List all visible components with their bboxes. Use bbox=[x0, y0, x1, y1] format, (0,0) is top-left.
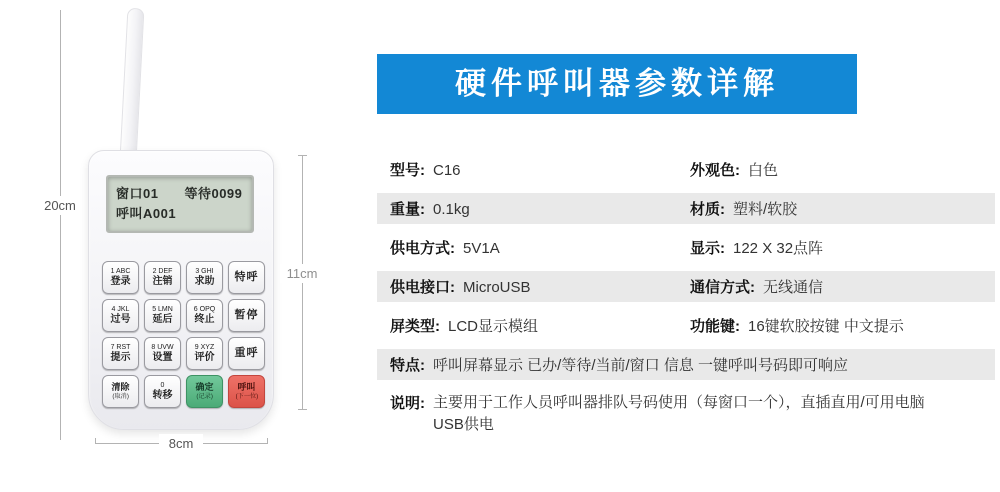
spec-row-power-display bbox=[377, 228, 995, 267]
spec-value bbox=[433, 392, 925, 436]
spec-value: 无线通信 bbox=[763, 279, 824, 296]
spec-cell bbox=[690, 315, 995, 336]
dimension-tick bbox=[298, 409, 307, 410]
key-9-evaluate: 9 XYZ 评价 bbox=[186, 337, 223, 370]
dimension-tick bbox=[298, 155, 307, 156]
spec-value: 塑料/软胶 bbox=[733, 201, 798, 218]
key-2-logout: 2 DEF 注销 bbox=[144, 261, 181, 294]
spec-cell bbox=[690, 237, 995, 258]
device-antenna bbox=[119, 8, 144, 171]
device-body bbox=[88, 150, 274, 430]
spec-row-description bbox=[377, 384, 995, 440]
spec-label: 显示: bbox=[690, 240, 725, 257]
dimension-label-width: 8cm bbox=[159, 434, 203, 453]
key-5-delay: 5 LMN 延后 bbox=[144, 299, 181, 332]
lcd-waiting-count: 等待0099 bbox=[184, 186, 243, 201]
spec-label: 供电方式: bbox=[390, 240, 455, 257]
spec-cell bbox=[377, 237, 690, 258]
spec-value: 0.1kg bbox=[433, 201, 470, 218]
spec-cell bbox=[690, 159, 995, 180]
lcd-line-2 bbox=[116, 204, 244, 224]
key-8-settings: 8 UVW 设置 bbox=[144, 337, 181, 370]
key-special-call: 特呼 bbox=[228, 261, 265, 294]
dimension-label-body-height: 11cm bbox=[280, 264, 324, 283]
spec-cell bbox=[690, 198, 995, 219]
spec-value-line-1: 主要用于工作人员呼叫器排队号码使用（每窗口一个），直插直用/可用电脑 bbox=[433, 394, 925, 411]
spec-cell bbox=[377, 276, 690, 297]
dimension-label-total-height: 20cm bbox=[36, 196, 84, 215]
key-call-next: 呼叫 (下一位) bbox=[228, 375, 265, 408]
lcd-window-number: 窗口01 bbox=[116, 186, 159, 201]
lcd-line-1 bbox=[116, 184, 244, 204]
key-pause: 暂停 bbox=[228, 299, 265, 332]
key-7-hint: 7 RST 提示 bbox=[102, 337, 139, 370]
spec-label: 通信方式: bbox=[690, 279, 755, 296]
dimension-line-total-height bbox=[60, 10, 61, 440]
key-clear-cancel: 清除 (取消) bbox=[102, 375, 139, 408]
spec-row-model-color bbox=[377, 150, 995, 189]
page-title: 硬件呼叫器参数详解 bbox=[377, 54, 857, 114]
key-0-transfer: 0 转移 bbox=[144, 375, 181, 408]
spec-value: 122 X 32点阵 bbox=[733, 240, 824, 257]
spec-label: 供电接口: bbox=[390, 279, 455, 296]
spec-value: 16键软胶按键 中文提示 bbox=[748, 318, 904, 335]
spec-label: 外观色: bbox=[690, 162, 740, 179]
spec-label: 型号: bbox=[390, 162, 425, 179]
spec-cell bbox=[377, 198, 690, 219]
spec-value: C16 bbox=[433, 162, 461, 179]
spec-label: 重量: bbox=[390, 201, 425, 218]
spec-value: LCD显示模组 bbox=[448, 318, 539, 335]
key-3-help: 3 GHI 求助 bbox=[186, 261, 223, 294]
spec-label: 屏类型: bbox=[390, 318, 440, 335]
spec-cell bbox=[690, 276, 995, 297]
spec-row-features bbox=[377, 345, 995, 384]
key-1-login: 1 ABC 登录 bbox=[102, 261, 139, 294]
spec-label: 功能键: bbox=[690, 318, 740, 335]
lcd-calling-number: 呼叫A001 bbox=[116, 206, 177, 221]
spec-value: 5V1A bbox=[463, 240, 500, 257]
key-4-skip: 4 JKL 过号 bbox=[102, 299, 139, 332]
spec-value-line-2: USB供电 bbox=[433, 416, 494, 433]
spec-cell bbox=[377, 354, 848, 375]
spec-row-port-comm bbox=[377, 267, 995, 306]
device-photo bbox=[0, 0, 375, 492]
spec-value: 白色 bbox=[748, 162, 779, 179]
dimension-tick bbox=[95, 438, 96, 444]
spec-label: 材质: bbox=[690, 201, 725, 218]
key-6-terminate: 6 OPQ 终止 bbox=[186, 299, 223, 332]
spec-cell bbox=[377, 315, 690, 336]
device-keypad bbox=[102, 261, 265, 408]
device-lcd-screen bbox=[106, 175, 254, 233]
key-recall: 重呼 bbox=[228, 337, 265, 370]
spec-row-screen-keys bbox=[377, 306, 995, 345]
spec-row-weight-material bbox=[377, 189, 995, 228]
spec-label: 说明: bbox=[390, 395, 425, 412]
spec-label: 特点: bbox=[390, 357, 425, 374]
spec-table bbox=[377, 150, 995, 440]
key-confirm-record: 确定 (记录) bbox=[186, 375, 223, 408]
dimension-tick bbox=[267, 438, 268, 444]
spec-value: 呼叫屏幕显示 已办/等待/当前/窗口 信息 一键呼叫号码即可响应 bbox=[433, 357, 849, 374]
spec-value: MicroUSB bbox=[463, 279, 531, 296]
spec-cell bbox=[377, 159, 690, 180]
